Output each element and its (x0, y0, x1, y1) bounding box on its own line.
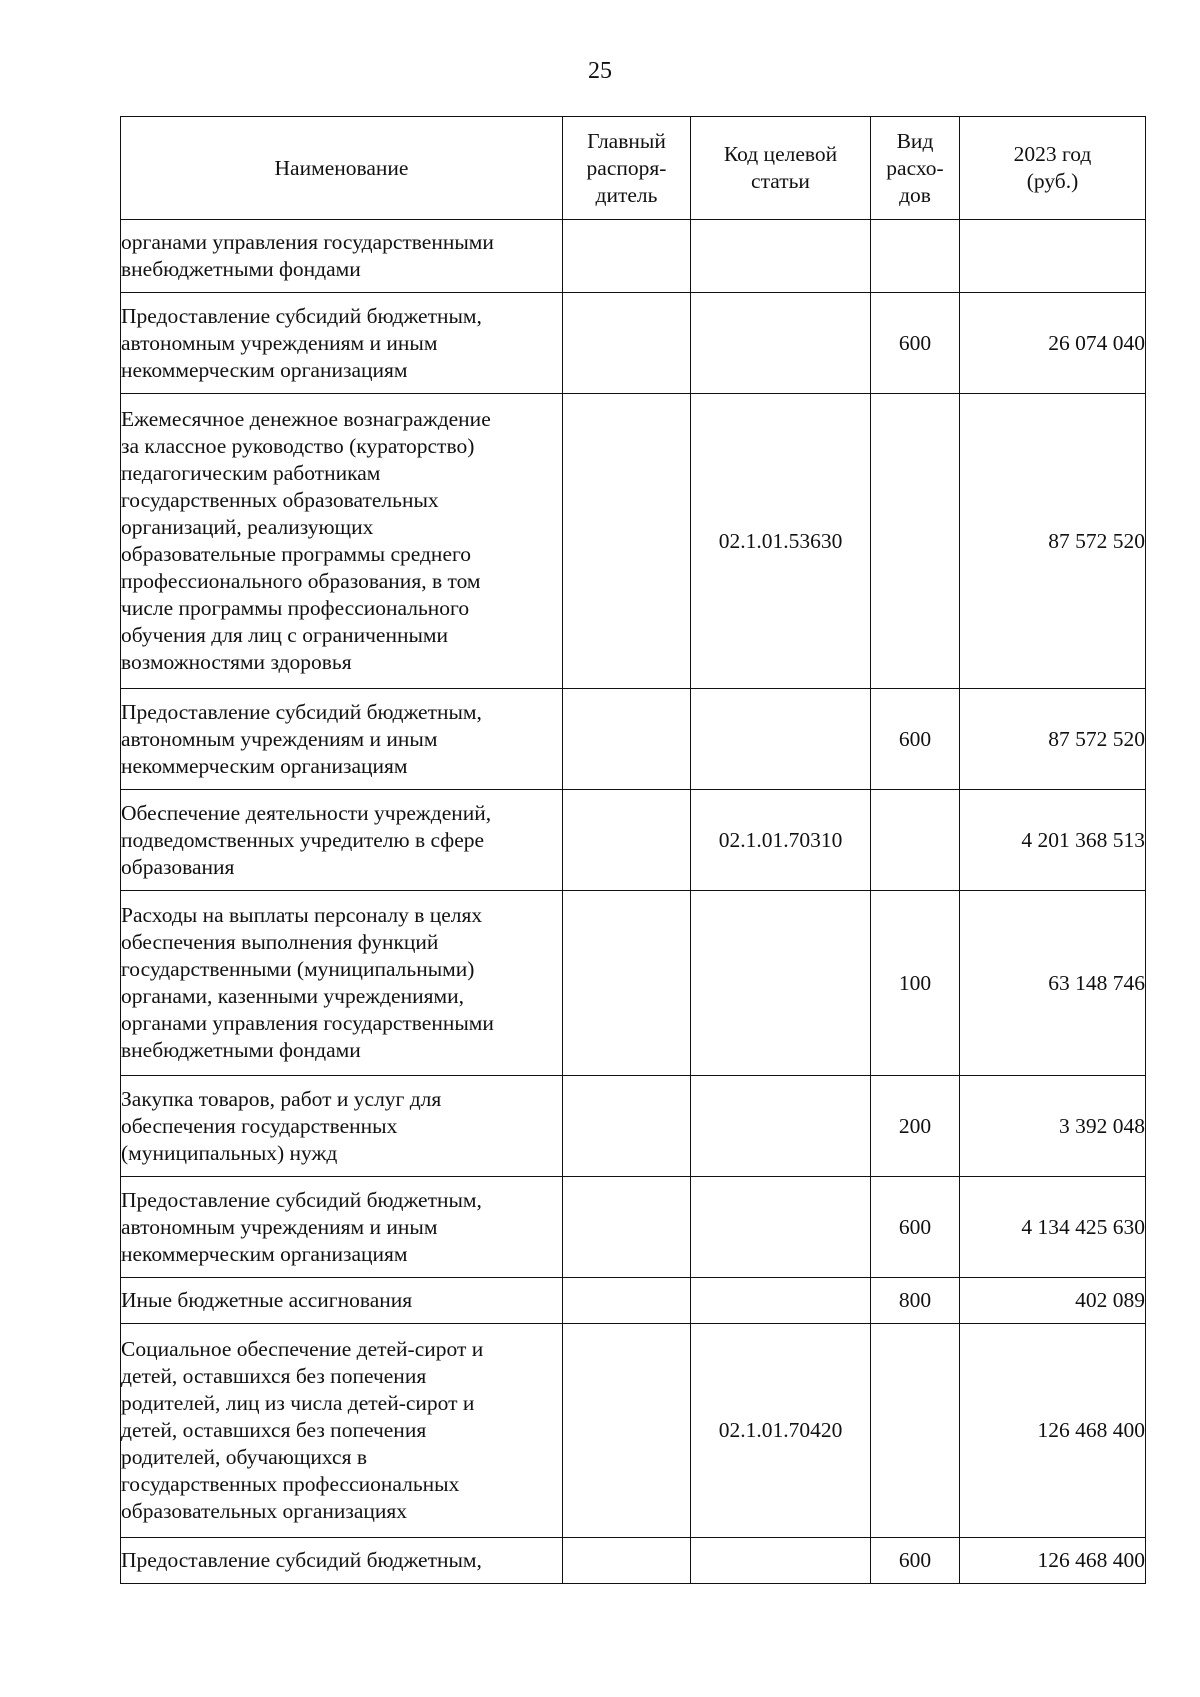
header-code: Код целевой статьи (691, 117, 871, 220)
row-code (691, 1177, 871, 1278)
row-name-line: образования (121, 854, 235, 879)
row-name-line: Закупка товаров, работ и услуг для (121, 1086, 442, 1111)
row-name-line: органами управления государственными (121, 230, 494, 254)
row-manager (563, 293, 691, 394)
row-name-line: обучения для лиц с ограниченными (121, 623, 449, 647)
row-name (121, 1278, 563, 1324)
row-name-line: возможностями здоровья (121, 650, 352, 674)
row-name (121, 1324, 563, 1538)
table-row (121, 293, 1146, 394)
row-code: 02.1.01.70420 (691, 1324, 871, 1538)
row-name-line: государственных образовательных (121, 488, 439, 512)
row-manager (563, 790, 691, 891)
row-code (691, 1538, 871, 1584)
row-code: 02.1.01.70310 (691, 790, 871, 891)
table-row (121, 1324, 1146, 1538)
row-name-line: организаций, реализующих (121, 515, 374, 539)
row-amount: 126 468 400 (960, 1324, 1146, 1538)
row-amount: 4 201 368 513 (960, 790, 1146, 891)
row-type: 600 (871, 689, 960, 790)
row-name-line: государственных профессиональных (121, 1472, 460, 1496)
row-amount: 26 074 040 (960, 293, 1146, 394)
row-amount: 402 089 (960, 1278, 1146, 1324)
row-name (121, 1177, 563, 1278)
row-name-line: детей, оставшихся без попечения (121, 1364, 427, 1388)
row-name-line: Предоставление субсидий бюджетным, (121, 1548, 482, 1572)
row-code (691, 220, 871, 293)
row-name-line: Обеспечение деятельности учреждений, (121, 800, 492, 825)
row-name-line: органами, казенными учреждениями, (121, 984, 464, 1008)
row-type (871, 790, 960, 891)
row-name-line: государственными (муниципальными) (121, 957, 475, 981)
row-name-line: внебюджетными фондами (121, 257, 361, 281)
header-manager: Главный распоря- дитель (563, 117, 691, 220)
table-row (121, 1538, 1146, 1584)
row-name-line: некоммерческим организациям (121, 357, 408, 382)
table-row (121, 1177, 1146, 1278)
table-row (121, 689, 1146, 790)
row-name-line: (муниципальных) нужд (121, 1140, 338, 1165)
row-name-line: автономным учреждениям и иным (121, 330, 438, 355)
row-code (691, 1278, 871, 1324)
row-name-line: профессионального образования, в том (121, 569, 481, 593)
row-type: 200 (871, 1076, 960, 1177)
table-row (121, 891, 1146, 1076)
row-name (121, 689, 563, 790)
row-manager (563, 1076, 691, 1177)
row-name-line: за классное руководство (кураторство) (121, 434, 475, 458)
row-code (691, 1076, 871, 1177)
table-row (121, 220, 1146, 293)
row-name-line: Предоставление субсидий бюджетным, (121, 303, 482, 328)
row-amount (960, 220, 1146, 293)
row-name-line: Предоставление субсидий бюджетным, (121, 1187, 482, 1212)
row-name (121, 220, 563, 293)
row-name-line: числе программы профессионального (121, 596, 470, 620)
row-name-line: внебюджетными фондами (121, 1038, 361, 1062)
row-type: 600 (871, 1177, 960, 1278)
budget-table (120, 116, 1146, 1584)
row-name-line: детей, оставшихся без попечения (121, 1418, 427, 1442)
row-amount: 126 468 400 (960, 1538, 1146, 1584)
header-name: Наименование (121, 117, 563, 220)
row-code (691, 891, 871, 1076)
row-code: 02.1.01.53630 (691, 394, 871, 689)
row-name-line: педагогическим работникам (121, 461, 381, 485)
row-name-line: образовательных организациях (121, 1499, 408, 1523)
row-name-line: образовательные программы среднего (121, 542, 472, 566)
row-name-line: родителей, лиц из числа детей-сирот и (121, 1391, 475, 1415)
row-code (691, 293, 871, 394)
row-type: 100 (871, 891, 960, 1076)
row-name-line: обеспечения выполнения функций (121, 930, 439, 954)
row-type (871, 220, 960, 293)
row-name-line: автономным учреждениям и иным (121, 1214, 438, 1239)
row-amount: 87 572 520 (960, 689, 1146, 790)
page-number: 25 (588, 58, 612, 84)
table-row (121, 790, 1146, 891)
row-type (871, 394, 960, 689)
header-amount: 2023 год (руб.) (960, 117, 1146, 220)
row-amount: 87 572 520 (960, 394, 1146, 689)
row-manager (563, 1538, 691, 1584)
row-name-line: органами управления государственными (121, 1011, 494, 1035)
row-amount: 63 148 746 (960, 891, 1146, 1076)
row-manager (563, 1278, 691, 1324)
row-type (871, 1324, 960, 1538)
row-name-line: Социальное обеспечение детей-сирот и (121, 1337, 484, 1361)
row-name (121, 394, 563, 689)
row-manager (563, 1177, 691, 1278)
table-header-row (121, 117, 1146, 220)
row-name-line: автономным учреждениям и иным (121, 726, 438, 751)
row-manager (563, 891, 691, 1076)
row-name-line: Иные бюджетные ассигнования (121, 1288, 413, 1312)
row-type: 600 (871, 293, 960, 394)
row-name-line: Расходы на выплаты персоналу в целях (121, 903, 483, 927)
table-row (121, 394, 1146, 689)
row-type: 800 (871, 1278, 960, 1324)
row-name-line: обеспечения государственных (121, 1113, 398, 1138)
row-code (691, 689, 871, 790)
row-name (121, 1076, 563, 1177)
row-name (121, 293, 563, 394)
row-name-line: некоммерческим организациям (121, 753, 408, 778)
row-name-line: подведомственных учредителю в сфере (121, 827, 485, 852)
row-name (121, 790, 563, 891)
row-amount: 4 134 425 630 (960, 1177, 1146, 1278)
row-name (121, 1538, 563, 1584)
table-row (121, 1278, 1146, 1324)
row-manager (563, 1324, 691, 1538)
row-manager (563, 220, 691, 293)
table-row (121, 1076, 1146, 1177)
row-name-line: некоммерческим организациям (121, 1241, 408, 1266)
row-name-line: Ежемесячное денежное вознаграждение (121, 407, 491, 431)
row-manager (563, 394, 691, 689)
row-name-line: родителей, обучающихся в (121, 1445, 367, 1469)
header-type: Вид расхо- дов (871, 117, 960, 220)
row-type: 600 (871, 1538, 960, 1584)
row-name-line: Предоставление субсидий бюджетным, (121, 699, 482, 724)
row-amount: 3 392 048 (960, 1076, 1146, 1177)
row-name (121, 891, 563, 1076)
table-body (121, 220, 1146, 1584)
row-manager (563, 689, 691, 790)
